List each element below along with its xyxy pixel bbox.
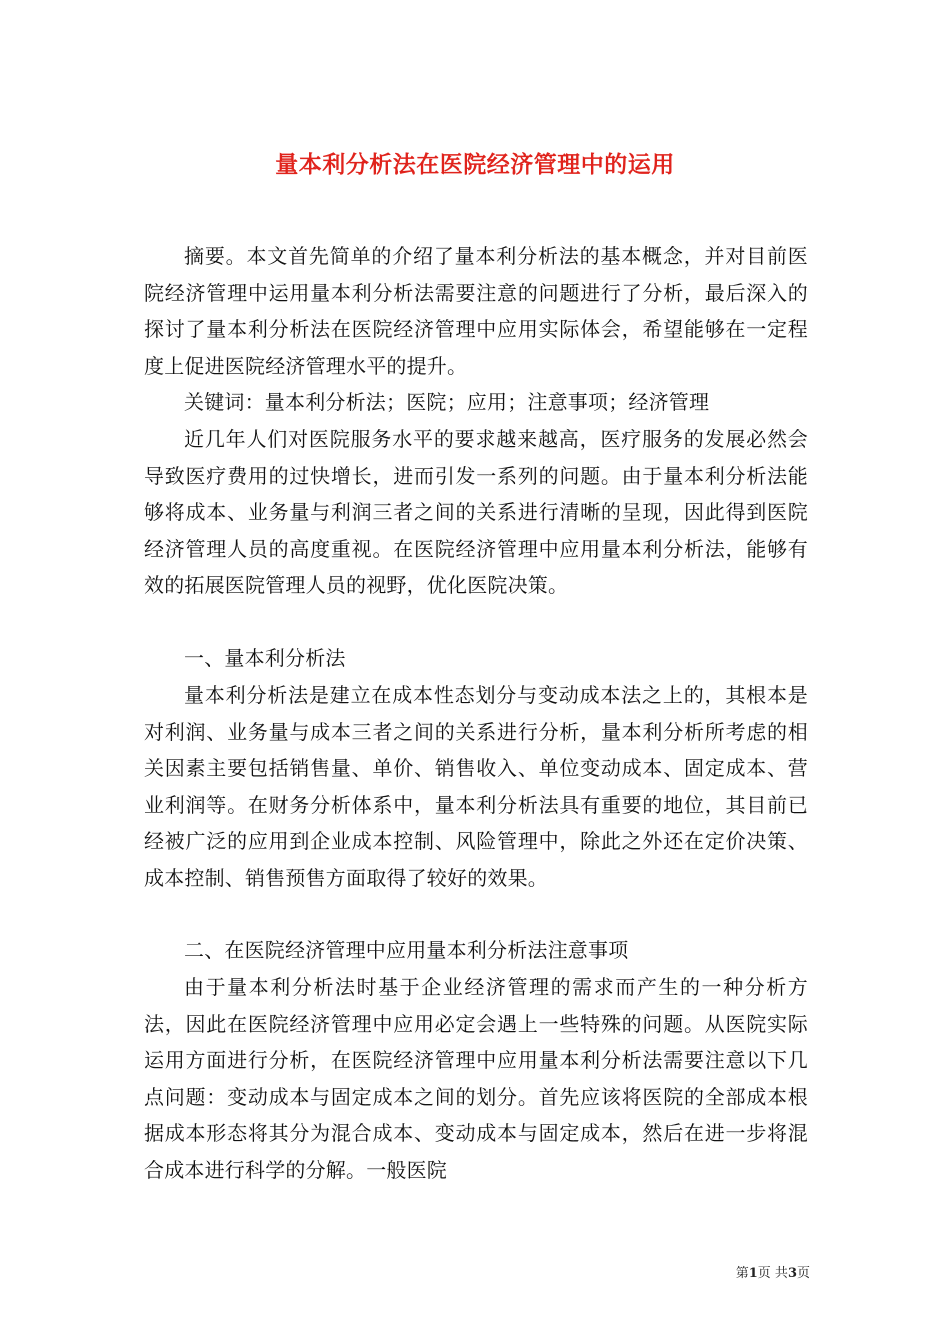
- footer-middle: 页 共: [757, 1266, 788, 1281]
- page-footer: [710, 1262, 810, 1281]
- intro-paragraph: 近几年人们对医院服务水平的要求越来越高，医疗服务的发展必然会导致医疗费用的过快增长，进而引发一系列的问题。由于量本利分析法能够将成本、业务量与利润三者之间的关系进行清晰的呈现，因此得到医院经济管理人员的高度重视。在医院经济管理中应用量本利分析法，能够有效的拓展医院管理人员的视野，优化医院决策。: [144, 427, 808, 597]
- footer-total-pages: 3: [787, 1266, 797, 1281]
- section-1-paragraph: 量本利分析法是建立在成本性态划分与变动成本法之上的，其根本是对利润、业务量与成本三者之间的关系进行分析，量本利分析所考虑的相关因素主要包括销售量、单价、销售收入、单位变动成本、固定成本、营业利润等。在财务分析体系中，量本利分析法具有重要的地位，其目前已经被广泛的应用到企业成本控制、风险管理中，除此之外还在定价决策、成本控制、销售预售方面取得了较好的效果。: [144, 683, 808, 890]
- keywords-paragraph: 关键词：量本利分析法；医院；应用；注意事项；经济管理: [184, 390, 710, 414]
- footer-prefix: 第: [735, 1266, 749, 1281]
- abstract-paragraph: 摘要。本文首先简单的介绍了量本利分析法的基本概念，并对目前医院经济管理中运用量本利分析法需要注意的问题进行了分析，最后深入的探讨了量本利分析法在医院经济管理中应用实际体会，希望能够在一定程度上促进医院经济管理水平的提升。: [144, 244, 808, 378]
- footer-suffix: 页: [796, 1266, 810, 1281]
- section-heading-2: 二、在医院经济管理中应用量本利分析法注意事项: [184, 938, 629, 962]
- section-2-paragraph: 由于量本利分析法时基于企业经济管理的需求而产生的一种分析方法，因此在医院经济管理中应用必定会遇上一些特殊的问题。从医院实际运用方面进行分析，在医院经济管理中应用量本利分析法需要注意以下几点问题：变动成本与固定成本之间的划分。首先应该将医院的全部成本根据成本形态将其分为混合成本、变动成本与固定成本，然后在进一步将混合成本进行科学的分解。一般医院: [144, 975, 808, 1182]
- document-title: 量本利分析法在医院经济管理中的运用: [275, 151, 675, 179]
- footer-page-number: 1: [748, 1266, 758, 1281]
- section-heading-1: 一、量本利分析法: [184, 646, 346, 670]
